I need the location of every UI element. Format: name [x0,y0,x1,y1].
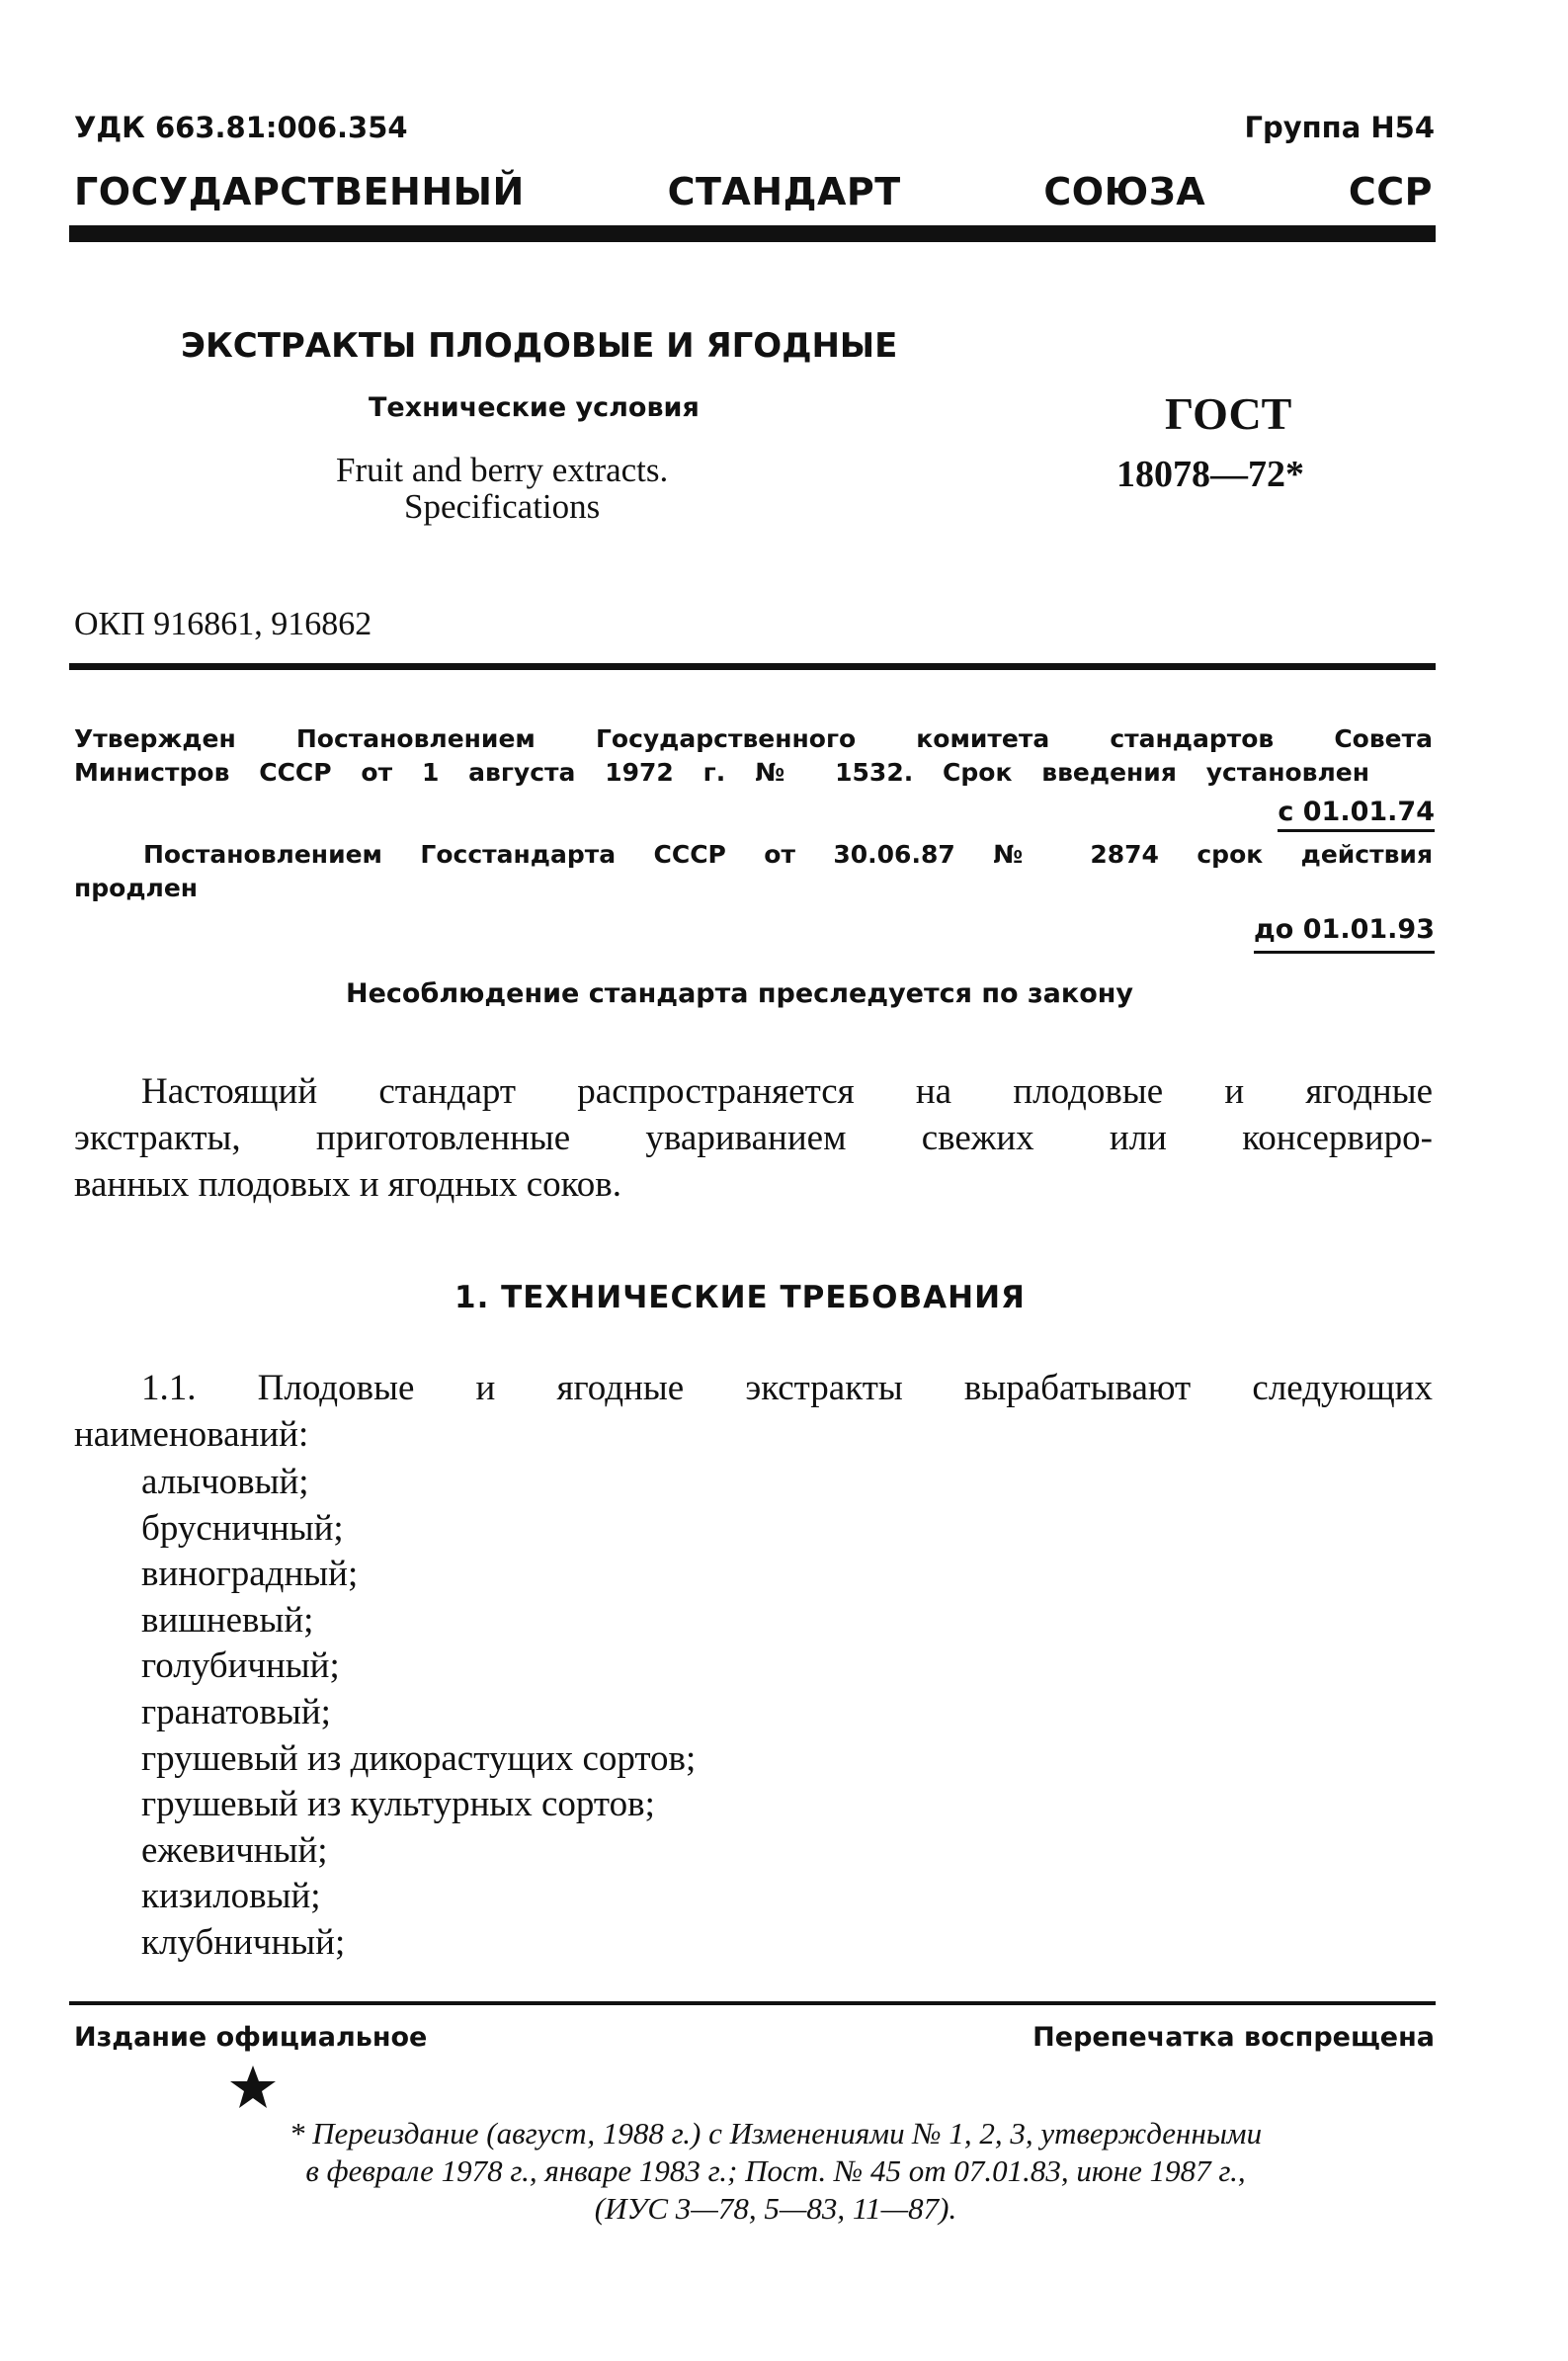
list-item: грушевый из культурных сортов; [141,1784,655,1825]
list-item: голубичный; [141,1645,340,1687]
okp-rule [69,663,1436,670]
scope-line-2: экстракты, приготовленные увариванием свежих или консервиро- [74,1118,1433,1158]
extension-line-2: продлен [74,874,199,902]
english-title: Fruit and berry extracts. Specifications [336,451,669,526]
list-item: брусничный; [141,1507,344,1549]
document-title: ЭКСТРАКТЫ ПЛОДОВЫЕ И ЯГОДНЫЕ [181,326,898,366]
list-item: алычовый; [141,1462,309,1502]
gost-number: 18078—72* [1116,454,1304,495]
scope-line-1: Настоящий стандарт распространяется на плодовые и ягодные [141,1071,1433,1112]
list-item: клубничный; [141,1921,346,1963]
extended-until-date: до 01.01.93 [1254,914,1435,954]
footer-rule [69,2001,1436,2005]
document-subtitle: Технические условия [369,392,700,423]
standard-banner: ГОСУДАРСТВЕННЫЙ СТАНДАРТ СОЮЗА ССР [74,170,1433,213]
banner-rule [69,225,1436,242]
group-code: Группа Н54 [1244,111,1435,144]
list-item: кизиловый; [141,1876,321,1917]
list-item: грушевый из дикорастущих сортов; [141,1737,697,1779]
legal-notice: Несоблюдение стандарта преследуется по закону [346,978,1134,1009]
okp-code: ОКП 916861, 916862 [74,606,372,642]
reprint-prohibited: Перепечатка воспрещена [1032,2022,1435,2053]
scope-line-3: ванных плодовых и ягодных соков. [74,1164,621,1205]
list-item: ежевичный; [141,1829,328,1871]
official-edition: Издание официальное [74,2022,428,2053]
list-item: вишневый; [141,1599,314,1641]
star-icon [229,2064,277,2111]
approval-line-2: Министров СССР от 1 августа 1972 г. № 1532. Срок введения установлен [74,758,1369,787]
clause-1-1-line-2: наименований: [74,1414,309,1455]
clause-1-1-line-1: 1.1. Плодовые и ягодные экстракты вырабатывают следующих [141,1368,1433,1408]
reissue-footnote: * Переиздание (август, 1988 г.) с Изменениями № 1, 2, 3, утвержденными в феврале 1978 г., январе 1983 г.; Пост. № 45 от 07.01.83, июне 1987 г., (ИУС 3—78, 5—83, 11—87). [289,2116,1263,2226]
udk-code: УДК 663.81:006.354 [74,111,408,144]
effective-date: с 01.01.74 [1278,797,1435,832]
section-heading: 1. ТЕХНИЧЕСКИЕ ТРЕБОВАНИЯ [454,1280,1026,1315]
gost-label: ГОСТ [1165,388,1292,439]
extract-list [141,1460,696,1967]
extension-line-1: Постановлением Госстандарта СССР от 30.06.87 № 2874 срок действия [143,840,1433,869]
list-item: гранатовый; [141,1691,331,1732]
list-item: виноградный; [141,1554,359,1595]
approval-line-1: Утвержден Постановлением Государственного комитета стандартов Совета [74,724,1433,753]
